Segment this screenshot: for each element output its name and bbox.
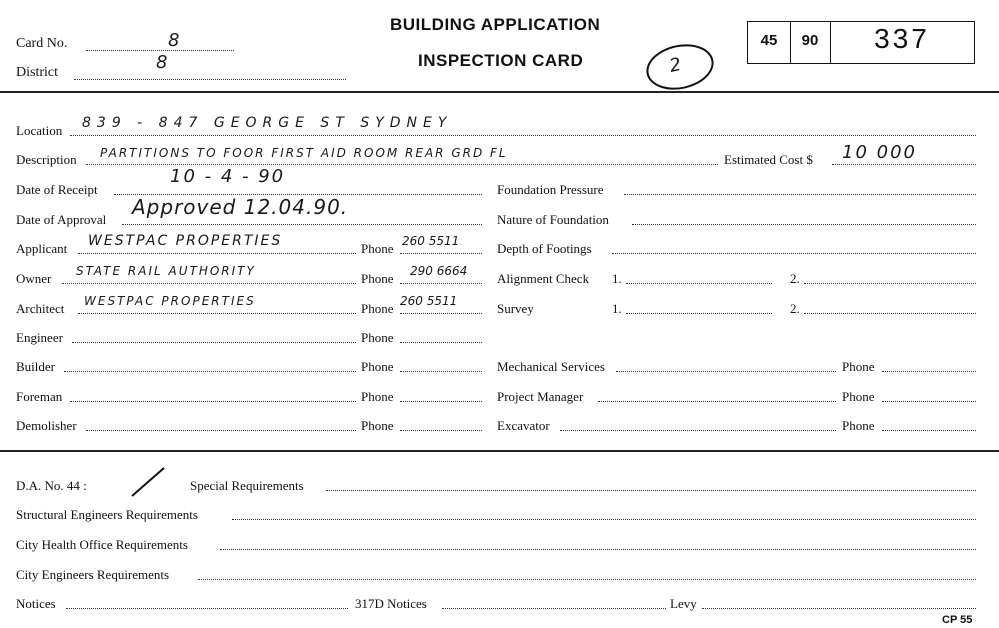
card-no-label: Card No. [16,36,68,51]
form-code: CP 55 [942,614,973,626]
mechanical-phone-line [882,371,976,372]
approval-value: Approved 12.04.90. [132,195,349,219]
excavator-line [560,430,836,431]
alignment-item-1: 1. [612,271,622,286]
builder-phone-label: Phone [361,359,394,374]
architect-phone-line [400,313,482,314]
architect-phone-value: 260 5511 [400,294,458,308]
demolisher-phone-label: Phone [361,418,394,433]
title-line1: BUILDING APPLICATION [390,15,601,34]
estimated-cost-value: 10 000 [842,142,917,163]
location-value: 839 - 847 GEORGE ST SYDNEY [82,115,453,131]
mechanical-phone-label: Phone [842,359,875,374]
alignment-line-2 [804,283,976,284]
card-no-line [86,50,234,51]
approval-line [122,224,482,225]
structural-line [232,519,976,520]
location-line [70,135,976,136]
alignment-item-2: 2. [790,271,800,286]
architect-line [78,313,356,314]
demolisher-line [86,430,356,431]
nature-foundation-line [632,224,976,225]
applicant-phone-value: 260 5511 [402,234,460,248]
estimated-cost-label: Estimated Cost $ [724,152,813,167]
description-value: PARTITIONS TO FOOR FIRST AID ROOM REAR GRD FL [100,146,508,160]
slash-mark [128,466,168,498]
foreman-phone-line [400,401,482,402]
demolisher-label: Demolisher [16,418,77,433]
circled-mark-value: 2 [667,53,686,77]
engineer-phone-line [400,342,482,343]
structural-label: Structural Engineers Requirements [16,507,198,522]
card-number-box [747,21,975,64]
excavator-phone-label: Phone [842,418,875,433]
owner-phone-value: 290 6664 [410,264,468,278]
code-a: 45 [760,32,778,49]
district-label: District [16,65,58,80]
applicant-label: Applicant [16,241,68,256]
notices-317d-label: 317D Notices [355,596,427,611]
card-no-value: 8 [168,30,182,51]
notices-317d-line [442,608,666,609]
foreman-line [70,401,356,402]
demolisher-phone-line [400,430,482,431]
project-manager-line [598,401,836,402]
survey-item-1: 1. [612,301,622,316]
city-engineers-line [198,579,976,580]
foundation-pressure-label: Foundation Pressure [497,182,604,197]
survey-line-2 [804,313,976,314]
applicant-line [78,253,356,254]
builder-line [64,371,356,372]
owner-phone-label: Phone [361,271,394,286]
project-manager-phone-line [882,401,976,402]
city-engineers-label: City Engineers Requirements [16,567,170,582]
survey-label: Survey [497,301,534,316]
da-label: D.A. No. 44 : [16,478,87,493]
foreman-phone-label: Phone [361,389,394,404]
district-line [74,79,346,80]
depth-footings-label: Depth of Footings [497,241,592,256]
header-rule [0,91,999,93]
receipt-value: 10 - 4 - 90 [170,166,286,187]
applicant-phone-label: Phone [361,241,394,256]
location-label: Location [16,123,63,138]
levy-line [702,608,976,609]
middle-rule [0,450,999,452]
builder-phone-line [400,371,482,372]
health-line [220,549,976,550]
project-manager-phone-label: Phone [842,389,875,404]
mechanical-line [616,371,836,372]
alignment-line-1 [626,283,772,284]
receipt-label: Date of Receipt [16,182,98,197]
survey-line-1 [626,313,772,314]
architect-label: Architect [16,301,65,316]
alignment-label: Alignment Check [497,271,590,286]
health-label: City Health Office Requirements [16,537,188,552]
engineer-label: Engineer [16,330,63,345]
foundation-pressure-line [624,194,976,195]
project-manager-label: Project Manager [497,389,584,404]
district-value: 8 [156,52,170,73]
excavator-label: Excavator [497,418,550,433]
notices-label: Notices [16,596,56,611]
estimated-cost-line [832,164,976,165]
nature-foundation-label: Nature of Foundation [497,212,609,227]
mechanical-label: Mechanical Services [497,359,605,374]
description-line [86,164,718,165]
applicant-phone-line [400,253,482,254]
architect-value: WESTPAC PROPERTIES [84,294,256,308]
owner-phone-line [400,283,482,284]
applicant-value: WESTPAC PROPERTIES [88,233,283,249]
engineer-line [72,342,356,343]
description-label: Description [16,152,77,167]
owner-line [62,283,356,284]
card-number: 337 [874,23,930,54]
foreman-label: Foreman [16,389,63,404]
approval-label: Date of Approval [16,212,107,227]
owner-value: STATE RAIL AUTHORITY [76,264,256,278]
owner-label: Owner [16,271,52,286]
levy-label: Levy [670,596,697,611]
circled-mark [642,38,718,95]
depth-footings-line [612,253,976,254]
notices-line [66,608,348,609]
special-requirements-line [326,490,976,491]
title-line2: INSPECTION CARD [418,51,584,70]
survey-item-2: 2. [790,301,800,316]
special-requirements-label: Special Requirements [190,478,304,493]
architect-phone-label: Phone [361,301,394,316]
engineer-phone-label: Phone [361,330,394,345]
code-b: 90 [801,32,819,49]
excavator-phone-line [882,430,976,431]
builder-label: Builder [16,359,55,374]
